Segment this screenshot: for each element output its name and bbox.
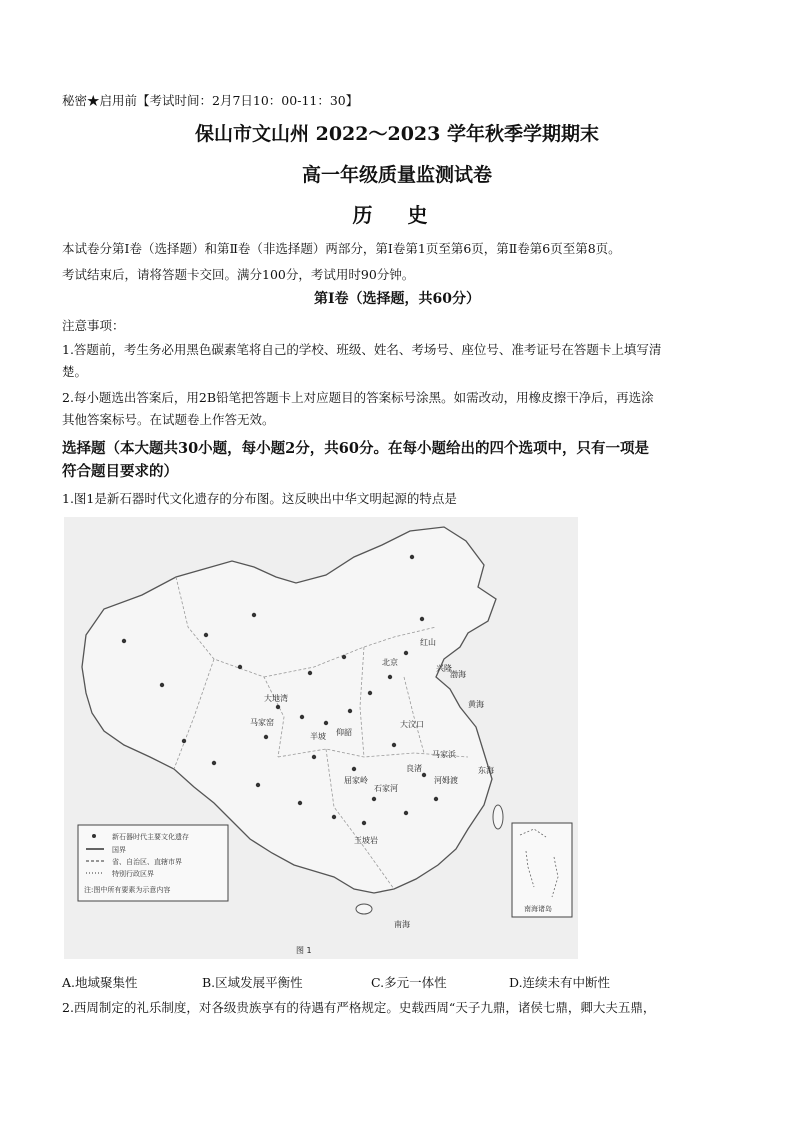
question2-stem: 2.西周制定的礼乐制度，对各级贵族享有的待遇有严格规定。史载西周“天子九鼎，诸侯七鼎，卿大夫五鼎， (62, 1000, 656, 1015)
map-label-shijiahe: 石家河 (374, 784, 398, 793)
map-label-donghai: 东海 (478, 766, 494, 775)
map-label-qujialing: 屈家岭 (344, 776, 368, 785)
subject-title: 历 史 (352, 203, 442, 227)
map-label-wangpoyan: 王坡岩 (354, 836, 378, 845)
question1-stem: 1.图1是新石器时代文化遗存的分布图。这反映出中华文明起源的特点是 (62, 491, 457, 506)
exam-title-line1: 保山市文山州 2022～2023 学年秋季学期期末 (195, 123, 599, 145)
map-label-bohai: 渤海 (450, 670, 466, 679)
notice-item2-line2: 其他答案标号。在试题卷上作答无效。 (62, 412, 275, 427)
map-label-nanhai: 南海 (394, 920, 410, 929)
choice-section-line1: 选择题（本大题共30小题，每小题2分，共60分。在每小题给出的四个选项中，只有一项是 (62, 440, 649, 457)
figure-caption: 图 1 (296, 946, 312, 955)
map-label-liangzhu: 良渚 (406, 764, 422, 773)
legend-province: 省、自治区、直辖市界 (112, 858, 182, 866)
figure1-map (64, 517, 578, 959)
map-label-banpo: 半坡 (310, 732, 326, 741)
notice-item1-line1: 1.答题前，考生务必用黑色碳素笔将自己的学校、班级、姓名、考场号、座位号、准考证号在答题卡上填写清 (62, 342, 662, 357)
map-label-dadiwan: 大地湾 (264, 694, 288, 703)
map-label-hemudu: 河姆渡 (434, 776, 458, 785)
legend-border: 国界 (112, 846, 126, 854)
map-label-huanghai: 黄海 (468, 700, 484, 709)
notice-item2-line1: 2.每小题选出答案后，用2B铅笔把答题卡上对应题目的答案标号涂黑。如需改动，用橡皮擦干净后，再选涂 (62, 390, 654, 405)
inset-label: 南海诸岛 (524, 905, 552, 913)
exam-title-line2: 高一年级质量监测试卷 (301, 164, 492, 186)
option-a: A.地域聚集性 (62, 975, 138, 990)
question1-options (62, 973, 754, 991)
map-label-dawenkou: 大汶口 (400, 720, 424, 729)
map-label-xinglong: 兴隆 (436, 664, 452, 673)
map-label-beijing: 北京 (382, 658, 398, 667)
option-c: C.多元一体性 (371, 975, 447, 990)
china-map-image (64, 517, 578, 959)
map-label-yangshao: 仰韶 (336, 728, 352, 737)
intro-line2: 考试结束后，请将答题卡交回。满分100分，考试用时90分钟。 (62, 267, 415, 282)
legend-sites: 新石器时代主要文化遗存 (112, 833, 189, 841)
section1-title: 第Ⅰ卷（选择题，共60分） (313, 291, 481, 307)
map-label-majiabang: 马家浜 (432, 750, 456, 759)
choice-section-line2: 符合题目要求的） (62, 463, 178, 480)
option-b: B.区域发展平衡性 (202, 975, 303, 990)
notice-item1-line2: 楚。 (62, 364, 88, 379)
intro-line1: 本试卷分第Ⅰ卷（选择题）和第Ⅱ卷（非选择题）两部分，第Ⅰ卷第1页至第6页，第Ⅱ卷第6页至第8页。 (62, 241, 621, 256)
option-d: D.连续未有中断性 (509, 975, 611, 990)
notice-heading: 注意事项： (62, 318, 125, 333)
map-label-hongshan: 红山 (420, 638, 436, 647)
legend-note: 注:图中所有要素为示意内容 (84, 886, 171, 894)
map-label-majiayao: 马家窑 (250, 718, 274, 727)
secret-header: 秘密★启用前【考试时间：2月7日10：00-11：30】 (62, 93, 359, 108)
legend-sar: 特别行政区界 (112, 870, 154, 878)
